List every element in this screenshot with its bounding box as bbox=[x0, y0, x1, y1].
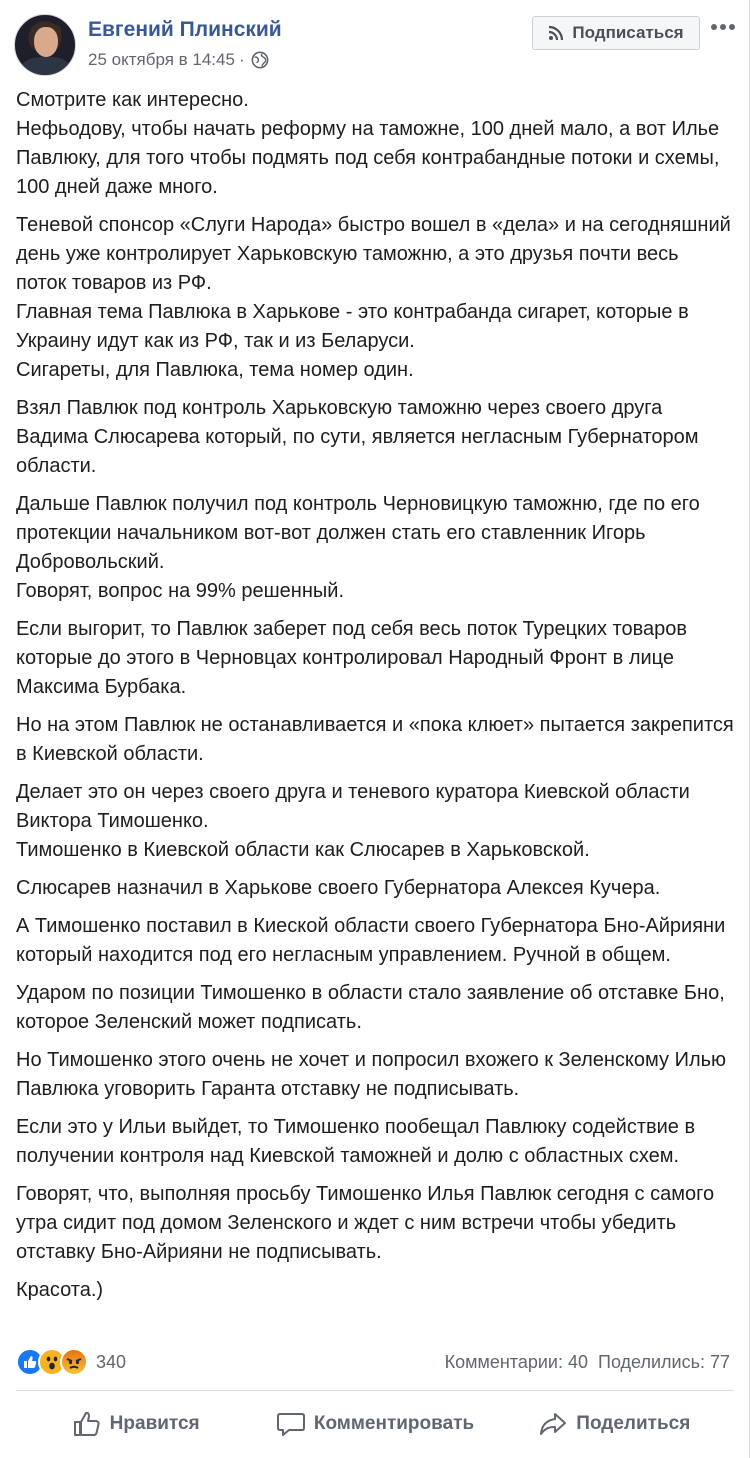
reactions-summary[interactable] bbox=[16, 1348, 126, 1376]
post-paragraph: Ударом по позиции Тимошенко в области стало заявление об отставке Бно, которое Зеленский может подписать. bbox=[16, 982, 725, 1033]
separator-dot: · bbox=[238, 50, 245, 69]
comment-label: Комментировать bbox=[313, 1413, 475, 1434]
share-icon bbox=[538, 1410, 568, 1438]
angry-reaction-icon bbox=[60, 1348, 88, 1376]
subscribe-label: Подписаться bbox=[572, 23, 684, 42]
comments-count[interactable]: Комментарии: 40 bbox=[444, 1352, 588, 1372]
post-body bbox=[16, 86, 734, 1314]
engagement-counts bbox=[445, 1352, 730, 1373]
shares-count[interactable]: Поделились: 77 bbox=[598, 1352, 730, 1372]
post-paragraph: Говорят, что, выполняя просьбу Тимошенко Илья Павлюк сегодня с самого утра сидит под домом Зеленского и ждет с ним встречи чтобы убедить отставку Бно-Айрияни не подписывать. bbox=[16, 1183, 715, 1263]
avatar[interactable] bbox=[14, 14, 76, 76]
post-meta bbox=[88, 50, 269, 70]
post-actions bbox=[16, 1400, 734, 1448]
share-label: Поделиться bbox=[576, 1413, 691, 1434]
post-paragraph: Но Тимошенко этого очень не хочет и попросил вхожего к Зеленскому Илью Павлюка уговорить Гаранта отставку не подписывать. bbox=[16, 1049, 727, 1100]
rss-icon bbox=[548, 25, 564, 41]
post-stats bbox=[16, 1346, 734, 1380]
share-button[interactable] bbox=[495, 1400, 734, 1448]
thumbs-up-icon bbox=[72, 1410, 102, 1438]
author-name[interactable]: Евгений Плинский bbox=[88, 18, 282, 41]
post-paragraph: Дальше Павлюк получил под контроль Черновицкую таможню, где по его протекции начальником вот-вот должен стать его ставленник Игорь Добровольский. Говорят, вопрос на 99% решенный. bbox=[16, 493, 700, 602]
post-paragraph: А Тимошенко поставил в Киеской области своего Губернатора Бно-Айрияни который находится под его негласным управлением. Ручной в общем. bbox=[16, 915, 726, 966]
comment-icon bbox=[276, 1410, 306, 1438]
globe-icon[interactable] bbox=[251, 51, 269, 69]
post-paragraph: Смотрите как интересно. Нефьодову, чтобы начать реформу на таможне, 100 дней мало, а вот Илье Павлюку, для того чтобы подмять под себя контрабандные потоки и схемы, 100 дней даже много. bbox=[16, 89, 720, 198]
post-paragraph: Но на этом Павлюк не останавливается и «пока клюет» пытается закрепится в Киевской области. bbox=[16, 714, 734, 765]
post-date[interactable]: 25 октября в 14:45 bbox=[88, 50, 235, 69]
divider bbox=[16, 1390, 734, 1391]
post-paragraph: Слюсарев назначил в Харькове своего Губернатора Алексея Кучера. bbox=[16, 877, 661, 899]
post-paragraph: Красота.) bbox=[16, 1279, 104, 1301]
post-paragraph: Если это у Ильи выйдет, то Тимошенко пообещал Павлюку содействие в получении контроля над Киевской таможней и долю с областных схем. bbox=[16, 1116, 696, 1167]
like-label: Нравится bbox=[109, 1413, 200, 1434]
like-button[interactable] bbox=[16, 1400, 255, 1448]
more-options-icon[interactable] bbox=[708, 16, 738, 38]
subscribe-button[interactable] bbox=[532, 16, 700, 50]
post-paragraph: Делает это он через своего друга и теневого куратора Киевской области Виктора Тимошенко. Тимошенко в Киевской области как Слюсарев в Харьковской. bbox=[16, 781, 690, 861]
reaction-count: 340 bbox=[96, 1351, 127, 1372]
comment-button[interactable] bbox=[255, 1400, 494, 1448]
post-paragraph: Если выгорит, то Павлюк заберет под себя весь поток Турецких товаров которые до этого в Черновцах контролировал Народный Фронт в лице Максима Бурбака. bbox=[16, 618, 687, 698]
post-paragraph: Теневой спонсор «Слуги Народа» быстро вошел в «дела» и на сегодняшний день уже контролирует Харьковскую таможню, а это друзья почти весь поток товаров из РФ. Главная тема Павлюка в Харькове - это контрабанда сигарет, которые в Украину идут как из РФ, так и из Беларуси. Сигареты, для Павлюка, тема номер один. bbox=[16, 214, 731, 381]
post-header bbox=[14, 14, 736, 76]
post-paragraph: Взял Павлюк под контроль Харьковскую таможню через своего друга Вадима Слюсарева который, по сути, является негласным Губернатором области. bbox=[16, 397, 699, 477]
